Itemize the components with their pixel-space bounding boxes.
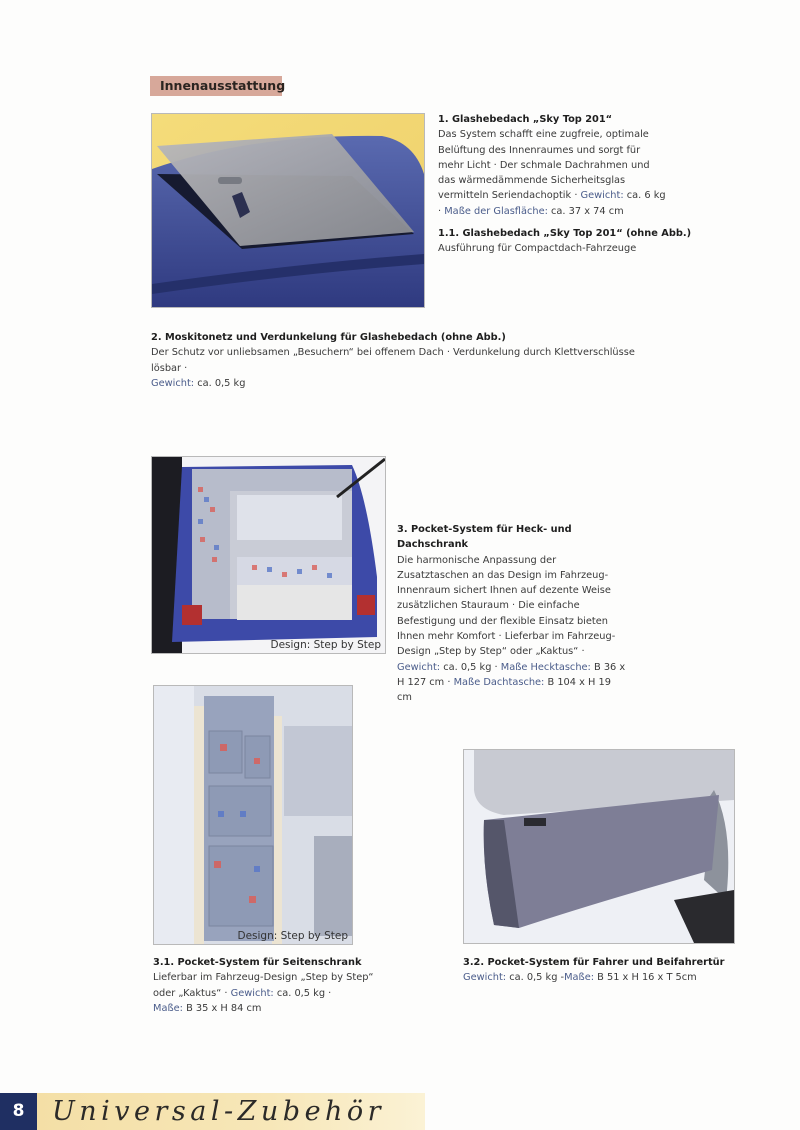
weight-label: Gewicht: (463, 972, 507, 984)
dimensions-value: B 36 x H 127 cm · (397, 661, 626, 688)
item-moskitonetz (151, 330, 651, 391)
weight-value: ca. 0,5 kg · (273, 987, 332, 999)
door-pocket-illustration (464, 750, 734, 943)
dimensions2-label: Maße Dachtasche: (453, 676, 545, 688)
item-description: Die harmonische Anpassung der Zusatztaschen an das Design im Fahrzeug-Innenraum sichert Ihnen auf dezente Weise zusätzlichen Stauraum · Die einfache Befestigung und der flexible Einsatz bieten Ihnen mehr Komfort · Lieferbar im Fahrzeug-Design „Step by Step“ oder „Kaktus“ · (397, 554, 616, 658)
item-sky-top-201-compact (438, 226, 698, 257)
dimensions-label: Maße Hecktasche: (500, 661, 591, 673)
item-heading: 3.2. Pocket-System für Fahrer und Beifahrertür (463, 957, 725, 968)
footer-title: Universal-Zubehör (52, 1096, 386, 1127)
item-heading: 2. Moskitonetz und Verdunkelung für Glashebedach (ohne Abb.) (151, 332, 506, 343)
photo-sunroof (151, 113, 425, 308)
item-heading: 1.1. Glashebedach „Sky Top 201“ (ohne Abb.) (438, 228, 692, 239)
weight-label: Gewicht: (151, 377, 195, 389)
item-heading: 1. Glashebedach „Sky Top 201“ (438, 114, 613, 125)
dimensions-value: B 51 x H 16 x T 5cm (594, 972, 697, 984)
page-number: 8 (0, 1093, 37, 1130)
weight-value: ca. 6 kg · (438, 190, 666, 217)
section-heading: Innenausstattung (150, 76, 282, 96)
weight-label: Gewicht: (580, 190, 624, 202)
side-cabinet-illustration (154, 686, 352, 944)
dimensions-value: B 35 x H 84 cm (182, 1002, 262, 1014)
item-pocket-seitenschrank (153, 955, 383, 1016)
dimensions-label: Maße der Glasfläche: (444, 205, 548, 217)
weight-label: Gewicht: (397, 661, 441, 673)
dimensions-label: Maße: (564, 972, 595, 984)
item-description: Das System schafft eine zugfreie, optimale Belüftung des Innenraumes und sorgt für mehr Licht · Der schmale Dachrahmen und das wärmedämmende Sicherheitsglas vermitteln Seriendachoptik · (438, 129, 650, 202)
item-pocket-heck-dach (397, 522, 627, 706)
item-description: Lieferbar im Fahrzeug-Design „Step by Step“ oder „Kaktus“ · (153, 972, 374, 999)
item-heading: 3.1. Pocket-System für Seitenschrank (153, 957, 362, 968)
item-description: Ausführung für Compactdach-Fahrzeuge (438, 243, 637, 255)
photo-door-pocket (463, 749, 735, 944)
dimensions2-value: B 104 x H 19 cm (397, 676, 611, 704)
photo-caption: Design: Step by Step (270, 639, 381, 651)
item-heading: 3. Pocket-System für Heck- und Dachschrank (397, 524, 572, 551)
item-sky-top-201 (438, 112, 668, 219)
item-pocket-fahrer-beifahrertuer (463, 955, 743, 986)
van-rear-illustration (152, 457, 385, 653)
weight-value: ca. 0,5 kg - (506, 972, 565, 984)
weight-label: Gewicht: (230, 987, 274, 999)
photo-caption: Design: Step by Step (237, 930, 348, 942)
dimensions-label: Maße: (153, 1002, 183, 1014)
weight-value: ca. 0,5 kg (194, 377, 246, 389)
photo-side-cabinet (153, 685, 353, 945)
item-description: Der Schutz vor unliebsamen „Besuchern“ bei offenem Dach · Verdunkelung durch Klettverschlüsse lösbar · (151, 347, 635, 374)
weight-value: ca. 0,5 kg · (440, 661, 501, 673)
photo-van-rear (151, 456, 386, 654)
sunroof-illustration (152, 114, 424, 307)
dimensions-value: ca. 37 x 74 cm (547, 205, 624, 217)
